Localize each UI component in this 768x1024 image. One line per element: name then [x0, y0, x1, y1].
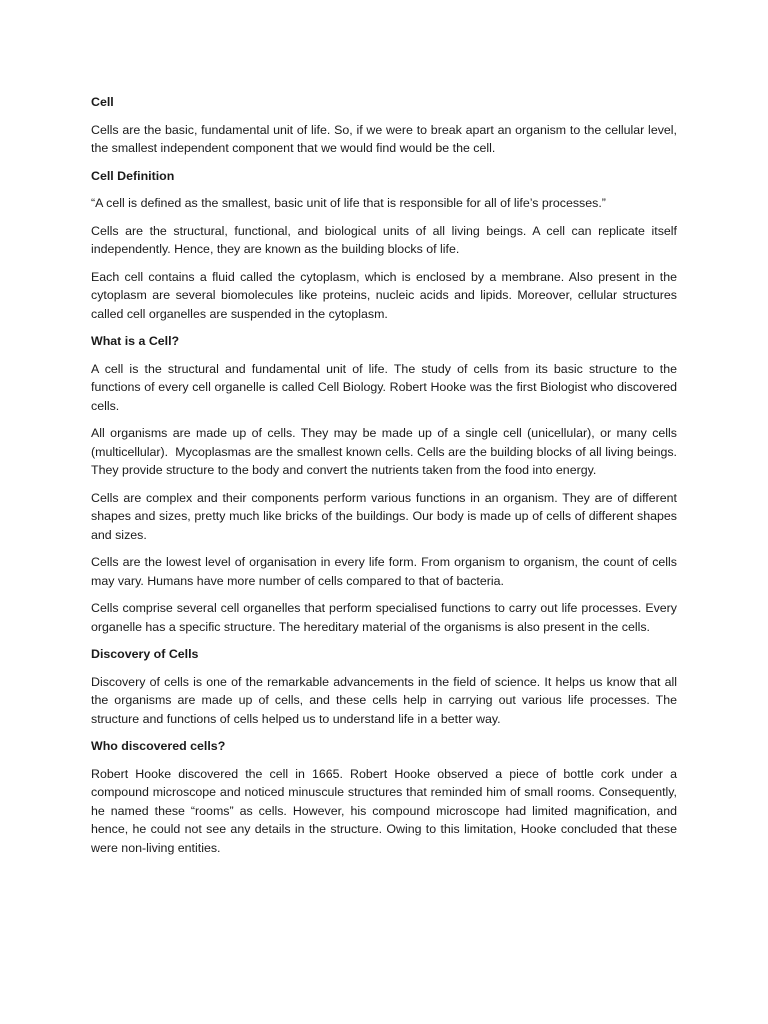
- heading-what-is-a-cell: What is a Cell?: [91, 334, 180, 348]
- paragraph-structural-units: Cells are the structural, functional, and biological units of all living beings. A cell can replicate itself independently. Hence, they are known as the building blocks of life.: [91, 223, 681, 256]
- paragraph-definition-quote: “A cell is defined as the smallest, basic unit of life that is responsible for all of life’s processes.”: [91, 196, 606, 210]
- paragraph-discovery: Discovery of cells is one of the remarkable advancements in the field of science. It helps us know that all the organisms are made up of cells, and these cells help in carrying out various life processes. The structure and functions of cells helped us to understand life in a better way.: [91, 674, 681, 726]
- paragraph-cytoplasm: Each cell contains a fluid called the cytoplasm, which is enclosed by a membrane. Also present in the cytoplasm are several biomolecules like proteins, nucleic acids and lipids. Moreover, cellular structures called cell organelles are suspended in the cytoplasm.: [91, 269, 681, 321]
- heading-discovery-of-cells: Discovery of Cells: [91, 647, 199, 661]
- paragraph-organisation-level: Cells are the lowest level of organisation in every life form. From organism to organism, the count of cells may vary. Humans have more number of cells compared to that of bacteria.: [91, 555, 681, 588]
- paragraph-organisms-made-of-cells: All organisms are made up of cells. They may be made up of a single cell (unicellular), or many cells (multicellular). Mycoplasmas are the smallest known cells. Cells are the building blocks of all living beings. They provide structure to the body and convert the nutrients taken from the food into energy.: [91, 426, 681, 477]
- paragraph-complex-components: Cells are complex and their components perform various functions in an organism. They are of different shapes and sizes, pretty much like bricks of the buildings. Our body is made up of cells of different shapes and sizes.: [91, 490, 681, 542]
- heading-cell: Cell: [91, 95, 114, 109]
- paragraph-cell-intro: Cells are the basic, fundamental unit of life. So, if we were to break apart an organism to the cellular level, the smallest independent component that we would find would be the cell.: [91, 122, 681, 155]
- paragraph-organelles: Cells comprise several cell organelles that perform specialised functions to carry out life processes. Every organelle has a specific structure. The hereditary material of the organisms is also present in the cells.: [91, 601, 681, 634]
- document-page: [91, 93, 681, 866]
- paragraph-cell-biology: A cell is the structural and fundamental unit of life. The study of cells from its basic structure to the functions of every cell organelle is called Cell Biology. Robert Hooke was the first Biologist who discovered cells.: [91, 361, 681, 413]
- paragraph-robert-hooke: Robert Hooke discovered the cell in 1665. Robert Hooke observed a piece of bottle cork under a compound microscope and noticed minuscule structures that reminded him of small rooms. Consequently, he named these “rooms” as cells. However, his compound microscope had limited magnification, and hence, he could not see any details in the structure. Owing to this limitation, Hooke concluded that these were non-living entities.: [91, 766, 681, 855]
- heading-cell-definition: Cell Definition: [91, 168, 175, 183]
- heading-who-discovered-cells: Who discovered cells?: [91, 739, 226, 753]
